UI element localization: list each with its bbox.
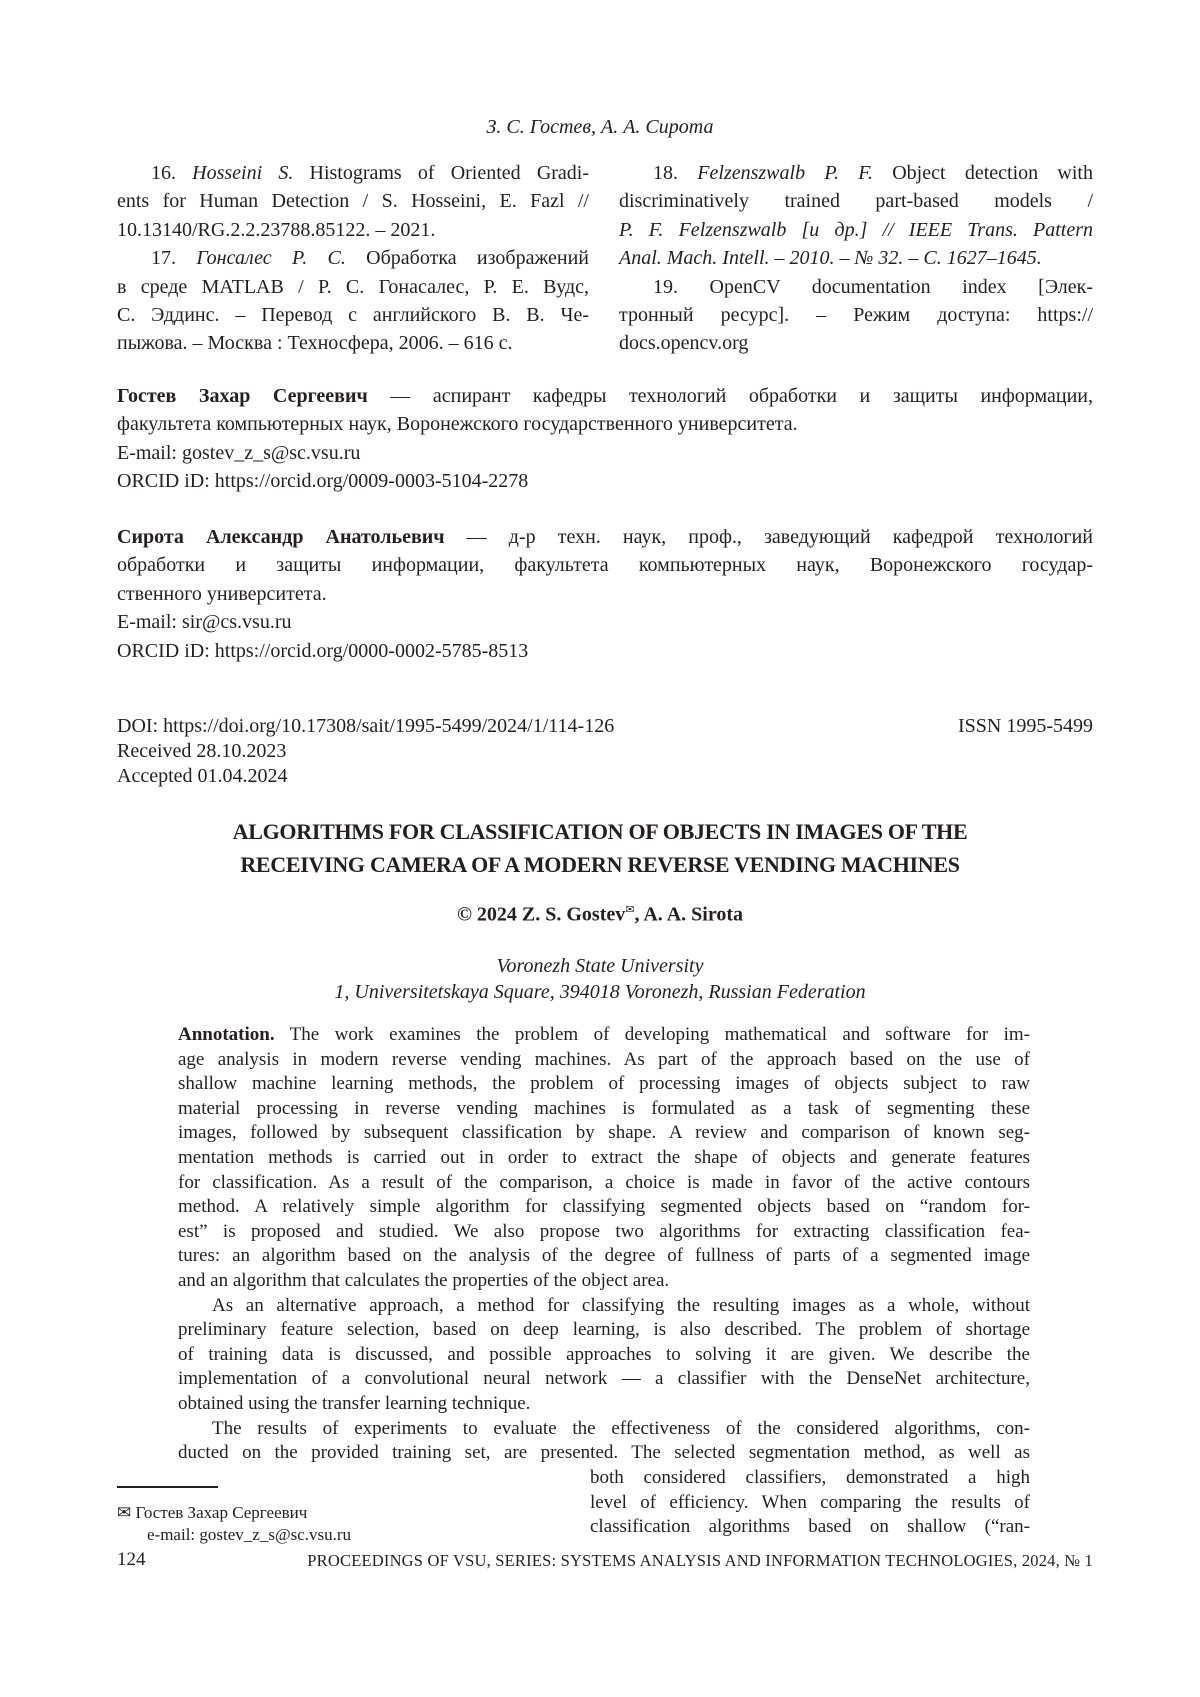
text-span: shallow machine learning methods, the problem of processing images of objects subject to raw <box>178 1073 1030 1094</box>
affiliation-name: Voronezh State University <box>0 953 1200 979</box>
text-line <box>117 244 589 272</box>
text-line <box>117 523 1093 551</box>
text-span: Object detection with <box>873 162 1093 184</box>
authors-line <box>0 903 1200 927</box>
authors-first: © 2024 Z. S. Gostev <box>457 904 625 926</box>
text-span: docs.opencv.org <box>619 332 748 354</box>
footnote-email: e-mail: gostev_z_s@sc.vsu.ru <box>117 1524 351 1546</box>
issn: ISSN 1995-5499 <box>958 714 1093 739</box>
text-line <box>178 1392 1030 1417</box>
title-line: ALGORITHMS FOR CLASSIFICATION OF OBJECTS IN IMAGES OF THE <box>0 815 1200 848</box>
text-line <box>178 1220 1030 1245</box>
envelope-icon: ✉ <box>117 1503 131 1522</box>
text-span: Обработка изображений <box>346 247 589 269</box>
text-line <box>117 159 589 187</box>
references-right-column <box>619 159 1093 358</box>
text-line <box>117 608 1093 636</box>
received-date: Received 28.10.2023 <box>117 739 1093 764</box>
text-span: material processing in reverse vending machines is formulated as a task of segmenting these <box>178 1098 1030 1119</box>
affiliation <box>0 953 1200 1005</box>
text-line <box>619 329 1093 357</box>
text-line <box>178 1294 1030 1319</box>
text-span: As an alternative approach, a method for classifying the resulting images as a whole, without <box>212 1295 1030 1316</box>
text-span: est” is proposed and studied. We also propose two algorithms for extracting classification fea- <box>178 1221 1030 1242</box>
journal-name: PROCEEDINGS OF VSU, SERIES: SYSTEMS ANALYSIS AND INFORMATION TECHNOLOGIES, 2024, № 1 <box>307 1549 1093 1571</box>
title-line: RECEIVING CAMERA OF A MODERN REVERSE VENDING MACHINES <box>0 848 1200 881</box>
author-bio-sirota <box>117 523 1093 665</box>
text-line <box>117 187 589 215</box>
text-line <box>178 1072 1030 1097</box>
text-span: discriminatively trained part-based models / <box>619 190 1093 212</box>
text-line <box>117 580 1093 608</box>
text-span: E-mail: gostev_z_s@sc.vsu.ru <box>117 442 360 464</box>
text-span: 19. OpenCV documentation index [Элек- <box>653 276 1093 298</box>
text-line <box>178 1171 1030 1196</box>
text-span: mentation methods is carried out in order to extract the shape of objects and generate features <box>178 1147 1030 1168</box>
text-span: obtained using the transfer learning technique. <box>178 1393 530 1414</box>
text-span: — аспирант кафедры технологий обработки и защиты информации, <box>368 385 1093 407</box>
text-line <box>178 1244 1030 1269</box>
text-span: ственного университета. <box>117 583 327 605</box>
text-span: method. A relatively simple algorithm for classifying segmented objects based on “random for- <box>178 1196 1030 1217</box>
footnote-divider <box>117 1486 218 1488</box>
footnote-author: Гостев Захар Сергеевич <box>131 1503 307 1522</box>
article-title <box>0 815 1200 881</box>
references-left-column <box>117 159 589 358</box>
abstract <box>178 1023 1030 1490</box>
text-span: С. Эддинс. – Перевод с английского В. В. Че- <box>117 304 589 326</box>
text-line <box>178 1048 1030 1073</box>
text-span: ORCID iD: https://orcid.org/0000-0002-5785-8513 <box>117 640 528 662</box>
article-metadata <box>117 714 1093 789</box>
text-span: E-mail: sir@cs.vsu.ru <box>117 611 292 633</box>
text-line <box>117 637 1093 665</box>
text-line <box>619 159 1093 187</box>
text-line <box>117 551 1093 579</box>
page-number: 124 <box>117 1549 146 1571</box>
text-line <box>619 301 1093 329</box>
text-span: for classification. As a result of the comparison, a choice is made in favor of the active contours <box>178 1172 1030 1193</box>
text-span: ents for Human Detection / S. Hosseini, E. Fazl // <box>117 190 589 212</box>
affiliation-address: 1, Universitetskaya Square, 394018 Voronezh, Russian Federation <box>0 979 1200 1005</box>
envelope-icon: ✉ <box>625 904 634 916</box>
italic-text: P. F. Felzenszwalb [и др.] // IEEE Trans. Pattern <box>619 219 1093 241</box>
text-span: tures: an algorithm based on the analysis of the degree of fullness of parts of a segmented image <box>178 1245 1030 1266</box>
text-line <box>178 1269 1030 1294</box>
text-span: level of efficiency. When comparing the results of <box>590 1492 1030 1513</box>
bold-text: Annotation. <box>178 1024 275 1045</box>
bold-text: Сирота Александр Анатольевич <box>117 526 445 548</box>
text-line <box>178 1318 1030 1343</box>
text-line <box>117 216 589 244</box>
authors-rest: , A. A. Sirota <box>634 904 743 926</box>
text-line <box>117 329 589 357</box>
text-span: age analysis in modern reverse vending machines. As part of the approach based on the use of <box>178 1049 1030 1070</box>
italic-text: Felzenszwalb P. F. <box>697 162 873 184</box>
text-line <box>178 1417 1030 1442</box>
text-span: факультета компьютерных наук, Воронежского государственного университета. <box>117 413 798 435</box>
text-span: обработки и защиты информации, факультета компьютерных наук, Воронежского государ- <box>117 554 1093 576</box>
page-footer <box>117 1549 1093 1571</box>
italic-text: Anal. Mach. Intell. – 2010. – № 32. – С. 1627–1645. <box>619 247 1042 269</box>
doi: DOI: https://doi.org/10.17308/sait/1995-5499/2024/1/114-126 <box>117 714 614 739</box>
text-line <box>178 1367 1030 1392</box>
text-line <box>619 187 1093 215</box>
text-line <box>590 1466 1030 1491</box>
text-span: classification algorithms based on shallow (“ran- <box>590 1516 1030 1537</box>
footnote <box>117 1502 351 1546</box>
accepted-date: Accepted 01.04.2024 <box>117 764 1093 789</box>
text-span: and an algorithm that calculates the properties of the object area. <box>178 1270 669 1291</box>
text-span: implementation of a convolutional neural network — a classifier with the DenseNet architecture, <box>178 1368 1030 1389</box>
text-span: images, followed by subsequent classification by shape. A review and comparison of known seg- <box>178 1122 1030 1143</box>
text-line <box>178 1343 1030 1368</box>
text-span: of training data is discussed, and possible approaches to solving it are given. We describe the <box>178 1344 1030 1365</box>
text-span: 10.13140/RG.2.2.23788.85122. – 2021. <box>117 219 435 241</box>
bold-text: Гостев Захар Сергеевич <box>117 385 368 407</box>
text-line <box>590 1491 1030 1516</box>
text-line <box>117 467 1093 495</box>
text-line <box>117 382 1093 410</box>
text-span: ducted on the provided training set, are presented. The selected segmentation method, as well as <box>178 1442 1030 1463</box>
text-span: both considered classifiers, demonstrated a high <box>590 1467 1030 1488</box>
text-line <box>619 273 1093 301</box>
author-bio-gostev <box>117 382 1093 496</box>
text-line <box>590 1515 1030 1540</box>
text-line <box>178 1195 1030 1220</box>
text-line <box>178 1441 1030 1466</box>
text-line <box>178 1146 1030 1171</box>
text-line <box>619 216 1093 244</box>
text-span: пыжова. – Москва : Техносфера, 2006. – 616 с. <box>117 332 513 354</box>
text-line <box>117 410 1093 438</box>
text-line <box>178 1097 1030 1122</box>
text-span: тронный ресурс]. – Режим доступа: https:// <box>619 304 1093 326</box>
text-line <box>178 1121 1030 1146</box>
text-span: Histograms of Oriented Gradi- <box>293 162 589 184</box>
text-span: The work examines the problem of developing mathematical and software for im- <box>275 1024 1030 1045</box>
text-span: preliminary feature selection, based on deep learning, is also described. The problem of shortage <box>178 1319 1030 1340</box>
text-span: в среде MATLAB / Р. С. Гонасалес, Р. Е. Вудс, <box>117 276 589 298</box>
text-span: — д-р техн. наук, проф., заведующий кафедрой технологий <box>445 526 1093 548</box>
running-header: З. С. Гостев, А. А. Сирота <box>0 116 1200 139</box>
italic-text: Hosseini S. <box>192 162 293 184</box>
text-line <box>117 273 589 301</box>
italic-text: Гонсалес Р. С. <box>196 247 346 269</box>
text-line <box>619 244 1093 272</box>
text-span: 18. <box>653 162 697 184</box>
text-line <box>117 439 1093 467</box>
text-span <box>178 1467 183 1488</box>
text-span: 16. <box>151 162 192 184</box>
text-line <box>117 301 589 329</box>
text-span: 17. <box>151 247 196 269</box>
text-span: The results of experiments to evaluate the effectiveness of the considered algorithms, con- <box>212 1418 1030 1439</box>
text-line <box>178 1023 1030 1048</box>
text-span: ORCID iD: https://orcid.org/0009-0003-5104-2278 <box>117 470 528 492</box>
